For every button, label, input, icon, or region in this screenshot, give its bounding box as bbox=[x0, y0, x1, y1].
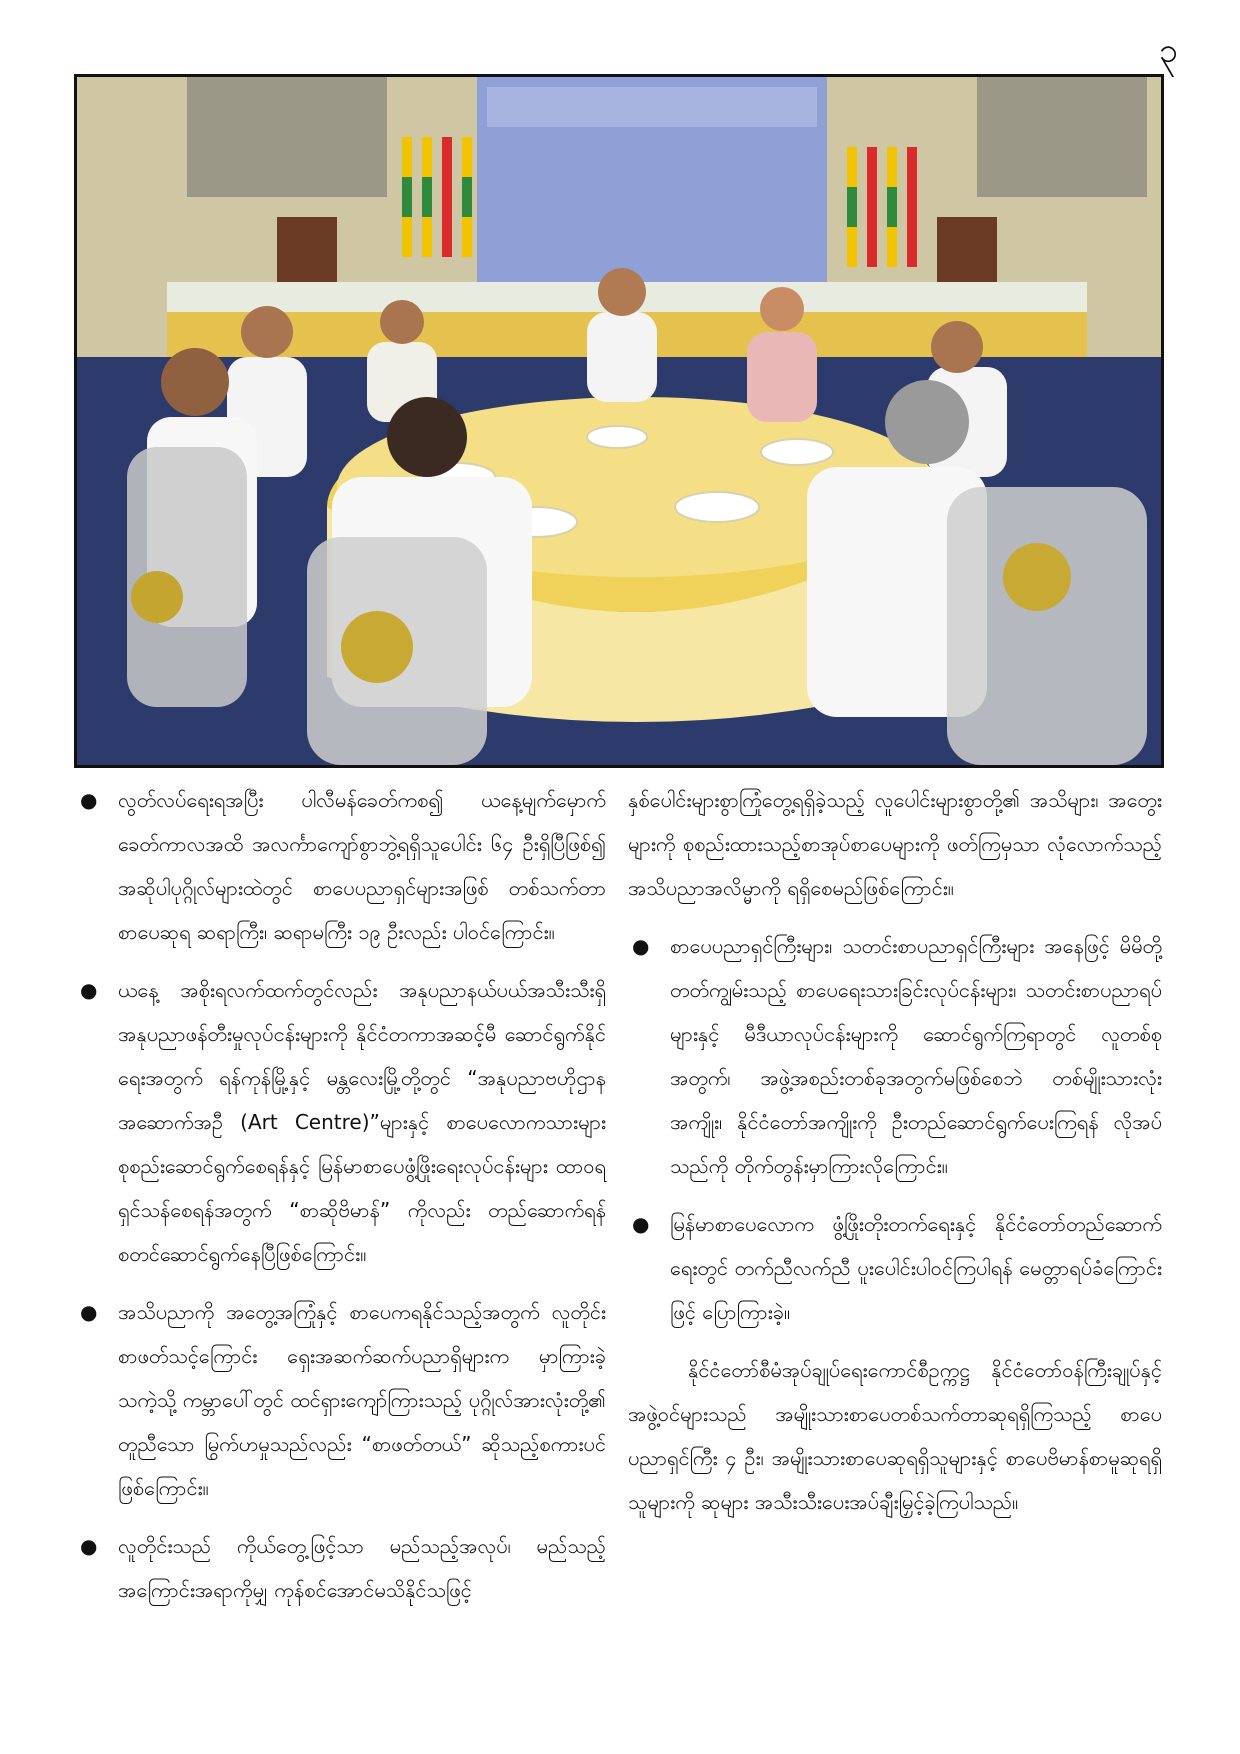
right-column bbox=[628, 778, 1162, 1524]
list-item: ● ယနေ့ အစိုးရလက်ထက်တွင်လည်း အနုပညာနယ်ပယ်အသီးသီးရှိ အနုပညာဖန်တီးမှုလုပ်ငန်းများကို နိုင်ငံတကာအဆင့်မီ ဆောင်ရွက်နိုင်ရေးအတွက် ရန်ကုန်မြို့နှင့် မန္တလေးမြို့တို့တွင် “အနုပညာဗဟိုဌာနအဆောက်အဦ (Art Centre)”များနှင့် စာပေလောကသားများ စုစည်းဆောင်ရွက်စေရန်နှင့် မြန်မာစာပေဖွံ့ဖြိုးရေးလုပ်ငန်းများ ထာဝရ ရှင်သန်စေရန်အတွက် “စာဆိုဗိမာန်” ကိုလည်း တည်ဆောက်ရန် စတင်ဆောင်ရွက်နေပြီဖြစ်ကြောင်း။ bbox=[76, 968, 606, 1276]
photo-dinner-reception-icon bbox=[77, 77, 1161, 765]
news-photo bbox=[74, 74, 1164, 768]
page-number: ၃ bbox=[1158, 31, 1178, 71]
right-bullet-list bbox=[628, 924, 1162, 1334]
list-item: ● လွတ်လပ်ရေးရအပြီး ပါလီမန်ခေတ်ကစ၍ ယနေ့မျက်မှောက်ခေတ်ကာလအထိ အလင်္ကာကျော်စွာဘွဲ့ရရှိသူပေါင်း ၆၄ ဦးရှိပြီဖြစ်၍ အဆိုပါပုဂ္ဂိုလ်များထဲတွင် စာပေပညာရှင်များအဖြစ် တစ်သက်တာစာပေဆုရ ဆရာကြီး၊ ဆရာမကြီး ၁၉ ဦးလည်း ပါဝင်ကြောင်း။ bbox=[76, 778, 606, 954]
left-bullet-list bbox=[76, 778, 606, 1612]
closing-paragraph: နိုင်ငံတော်စီမံအုပ်ချုပ်ရေးကောင်စီဥက္ကဋ္ဌ နိုင်ငံတော်ဝန်ကြီးချုပ်နှင့် အဖွဲ့ဝင်များသည် အမျိုးသားစာပေတစ်သက်တာဆုရရှိကြသည့် စာပေပညာရှင်ကြီး ၄ ဦး၊ အမျိုးသားစာပေဆုရရှိသူများနှင့် စာပေဗိမာန်စာမူဆုရရှိသူများကို ဆုများ အသီးသီးပေးအပ်ချီးမြှင့်ခဲ့ကြပါသည်။ bbox=[628, 1358, 1162, 1514]
list-item: ● အသိပညာကို အတွေ့အကြုံနှင့် စာပေကရနိုင်သည့်အတွက် လူတိုင်းစာဖတ်သင့်ကြောင်း ရှေးအဆက်ဆက်ပညာရှိများက မှာကြားခဲ့သကဲ့သို့ ကမ္ဘာပေါ်တွင် ထင်ရှားကျော်ကြားသည့် ပုဂ္ဂိုလ်အားလုံးတို့၏ တူညီသော မြွက်ဟမှုသည်လည်း “စာဖတ်တယ်” ဆိုသည့်စကားပင်ဖြစ်ကြောင်း။ bbox=[76, 1290, 606, 1510]
continued-paragraph: နှစ်ပေါင်းများစွာကြုံတွေ့ရရှိခဲ့သည့် လူပေါင်းများစွာတို့၏ အသိများ၊ အတွေးများကို စုစည်းထားသည့်စာအုပ်စာပေများကို ဖတ်ကြမှသာ လုံလောက်သည့် အသိပညာအလိမ္မာကို ရရှိစေမည်ဖြစ်ကြောင်း။ bbox=[628, 788, 1162, 900]
left-column bbox=[76, 778, 606, 1626]
list-item: ● လူတိုင်းသည် ကိုယ်တွေ့ဖြင့်သာ မည်သည့်အလုပ်၊ မည်သည့်အကြောင်းအရာကိုမျှ ကုန်စင်အောင်မသိနိုင်သဖြင့် bbox=[76, 1524, 606, 1612]
list-item: ● စာပေပညာရှင်ကြီးများ၊ သတင်းစာပညာရှင်ကြီးများ အနေဖြင့် မိမိတို့တတ်ကျွမ်းသည့် စာပေရေးသားခြင်းလုပ်ငန်းများ၊ သတင်းစာပညာရပ်များနှင့် မီဒီယာလုပ်ငန်းများကို ဆောင်ရွက်ကြရာတွင် လူတစ်စုအတွက်၊ အဖွဲ့အစည်းတစ်ခုအတွက်မဖြစ်စေဘဲ တစ်မျိုးသားလုံးအကျိုး၊ နိုင်ငံတော်အကျိုးကို ဦးတည်ဆောင်ရွက်ပေးကြရန် လိုအပ်သည်ကို တိုက်တွန်းမှာကြားလိုကြောင်း။ bbox=[628, 924, 1162, 1188]
list-item: ● မြန်မာစာပေလောက ဖွံ့ဖြိုးတိုးတက်ရေးနှင့် နိုင်ငံတော်တည်ဆောက်ရေးတွင် တက်ညီလက်ညီ ပူးပေါင်းပါဝင်ကြပါရန် မေတ္တာရပ်ခံကြောင်းဖြင့် ပြောကြားခဲ့။ bbox=[628, 1202, 1162, 1334]
